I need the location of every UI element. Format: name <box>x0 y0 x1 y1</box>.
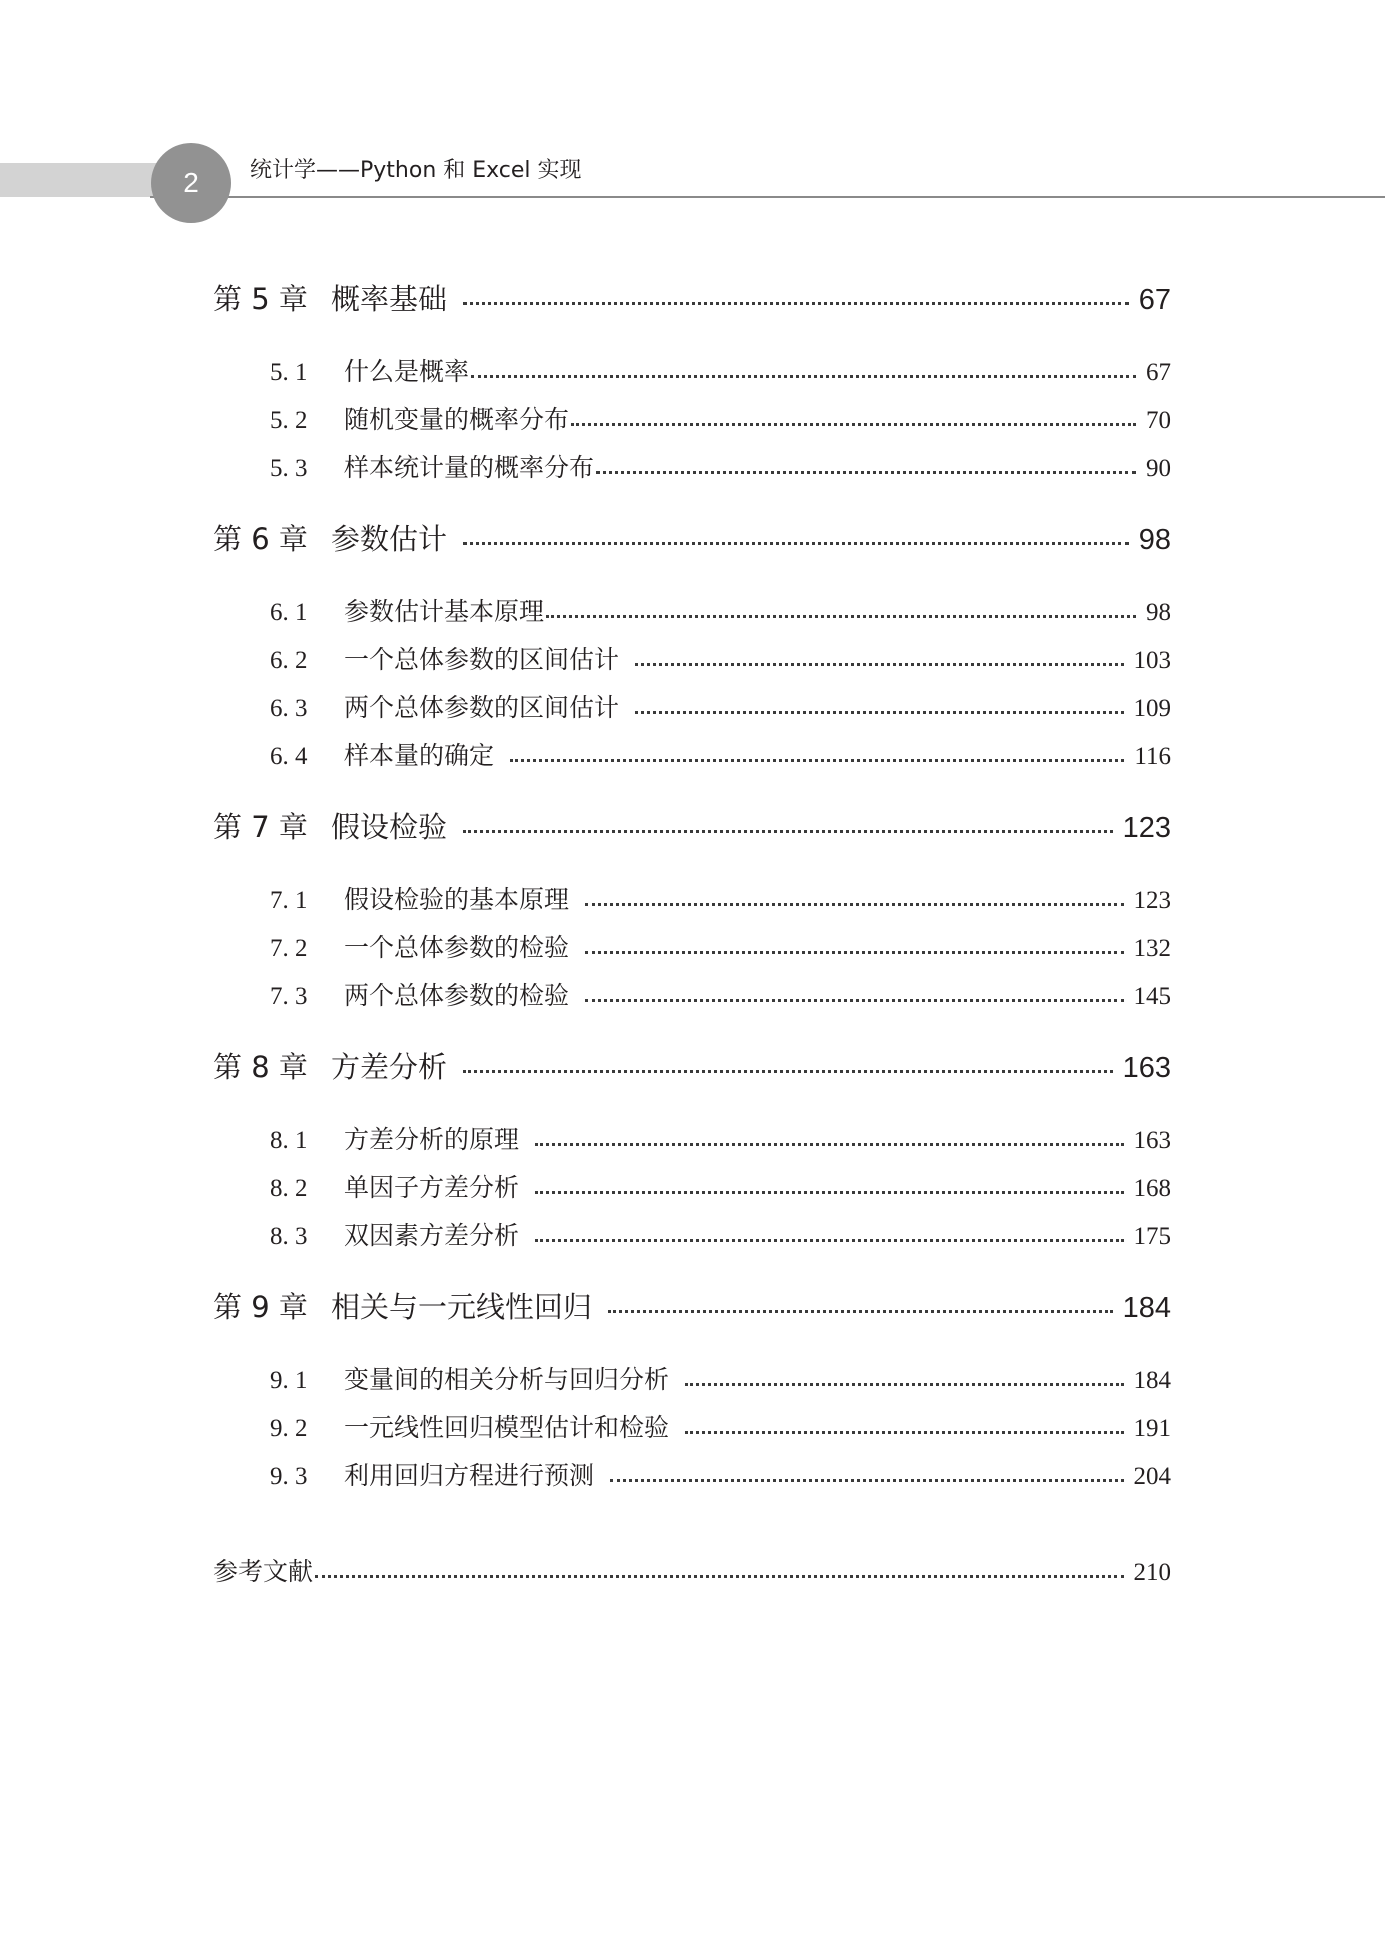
dot-leader <box>685 1430 1123 1434</box>
toc-section-6-2[interactable] <box>270 640 1171 676</box>
toc-section-6-4[interactable] <box>270 736 1171 772</box>
dot-leader <box>471 374 1136 378</box>
section-number: 6. 4 <box>270 743 308 770</box>
section-number: 7. 2 <box>270 935 308 962</box>
dot-leader <box>571 422 1136 426</box>
chapter-page: 184 <box>1122 1292 1171 1324</box>
section-number: 9. 3 <box>270 1463 308 1490</box>
dot-leader <box>585 998 1123 1002</box>
dot-leader <box>510 758 1124 762</box>
section-title: 随机变量的概率分布 <box>344 405 570 434</box>
toc-section-7-2[interactable] <box>270 928 1171 964</box>
section-page: 123 <box>1133 887 1171 914</box>
dot-leader <box>635 710 1123 714</box>
toc-section-7-1[interactable] <box>270 880 1171 916</box>
section-title: 变量间的相关分析与回归分析 <box>344 1365 670 1394</box>
toc-section-8-1[interactable] <box>270 1120 1171 1156</box>
toc-section-9-3[interactable] <box>270 1456 1171 1492</box>
section-page: 191 <box>1133 1415 1171 1442</box>
section-number: 7. 1 <box>270 887 308 914</box>
dot-leader <box>315 1574 1123 1578</box>
section-title: 样本量的确定 <box>344 741 495 770</box>
section-page: 90 <box>1146 455 1171 482</box>
toc-references[interactable] <box>213 1552 1171 1588</box>
page-number-badge: 2 <box>151 143 231 223</box>
chapter-title: 假设检验 <box>331 810 448 844</box>
toc-section-7-3[interactable] <box>270 976 1171 1012</box>
chapter-title: 方差分析 <box>331 1050 448 1084</box>
dot-leader <box>608 1309 1113 1313</box>
dot-leader <box>535 1238 1123 1242</box>
dot-leader <box>585 950 1123 954</box>
dot-leader <box>635 662 1123 666</box>
section-page: 132 <box>1133 935 1171 962</box>
chapter-label: 第 8 章 <box>213 1050 308 1084</box>
section-title: 什么是概率 <box>344 357 470 386</box>
section-number: 9. 1 <box>270 1367 308 1394</box>
section-number: 6. 1 <box>270 599 308 626</box>
section-page: 98 <box>1146 599 1171 626</box>
chapter-page: 98 <box>1138 524 1171 556</box>
section-number: 5. 3 <box>270 455 308 482</box>
toc-section-9-1[interactable] <box>270 1360 1171 1396</box>
section-title: 两个总体参数的检验 <box>344 981 570 1010</box>
dot-leader <box>535 1190 1123 1194</box>
toc-chapter-6[interactable] <box>213 517 1171 557</box>
dot-leader <box>463 1069 1113 1073</box>
chapter-label: 第 7 章 <box>213 810 308 844</box>
toc-section-6-3[interactable] <box>270 688 1171 724</box>
references-title: 参考文献 <box>213 1557 314 1586</box>
section-page: 103 <box>1133 647 1171 674</box>
dot-leader <box>463 301 1129 305</box>
chapter-label: 第 9 章 <box>213 1290 308 1324</box>
dot-leader <box>685 1382 1123 1386</box>
toc-section-6-1[interactable] <box>270 592 1171 628</box>
chapter-page: 123 <box>1122 812 1171 844</box>
section-page: 184 <box>1133 1367 1171 1394</box>
chapter-title: 参数估计 <box>331 522 448 556</box>
section-number: 8. 1 <box>270 1127 308 1154</box>
section-title: 利用回归方程进行预测 <box>344 1461 595 1490</box>
section-title: 双因素方差分析 <box>344 1221 520 1250</box>
toc-chapter-5[interactable] <box>213 277 1171 317</box>
section-number: 8. 2 <box>270 1175 308 1202</box>
dot-leader <box>585 902 1123 906</box>
toc-section-5-3[interactable] <box>270 448 1171 484</box>
dot-leader <box>463 829 1113 833</box>
section-number: 6. 3 <box>270 695 308 722</box>
section-number: 5. 2 <box>270 407 308 434</box>
section-number: 7. 3 <box>270 983 308 1010</box>
section-title: 假设检验的基本原理 <box>344 885 570 914</box>
dot-leader <box>596 470 1136 474</box>
chapter-label: 第 5 章 <box>213 282 308 316</box>
toc-section-8-2[interactable] <box>270 1168 1171 1204</box>
section-page: 175 <box>1133 1223 1171 1250</box>
dot-leader <box>535 1142 1123 1146</box>
section-title: 参数估计基本原理 <box>344 597 545 626</box>
section-number: 5. 1 <box>270 359 308 386</box>
chapter-title: 概率基础 <box>331 282 448 316</box>
chapter-page: 163 <box>1122 1052 1171 1084</box>
section-page: 163 <box>1133 1127 1171 1154</box>
section-page: 204 <box>1133 1463 1171 1490</box>
toc-section-5-2[interactable] <box>270 400 1171 436</box>
section-title: 两个总体参数的区间估计 <box>344 693 620 722</box>
section-title: 方差分析的原理 <box>344 1125 520 1154</box>
chapter-title: 相关与一元线性回归 <box>331 1290 593 1324</box>
section-number: 8. 3 <box>270 1223 308 1250</box>
dot-leader <box>546 614 1136 618</box>
dot-leader <box>463 541 1129 545</box>
section-page: 168 <box>1133 1175 1171 1202</box>
section-number: 9. 2 <box>270 1415 308 1442</box>
section-title: 单因子方差分析 <box>344 1173 520 1202</box>
section-page: 109 <box>1133 695 1171 722</box>
chapter-page: 67 <box>1138 284 1171 316</box>
section-page: 70 <box>1146 407 1171 434</box>
dot-leader <box>610 1478 1123 1482</box>
section-title: 一个总体参数的区间估计 <box>344 645 620 674</box>
toc-section-5-1[interactable] <box>270 352 1171 388</box>
toc-section-8-3[interactable] <box>270 1216 1171 1252</box>
running-title: 统计学——Python 和 Excel 实现 <box>250 158 582 183</box>
chapter-label: 第 6 章 <box>213 522 308 556</box>
section-page: 116 <box>1134 743 1171 770</box>
section-page: 145 <box>1133 983 1171 1010</box>
toc-section-9-2[interactable] <box>270 1408 1171 1444</box>
section-title: 样本统计量的概率分布 <box>344 453 595 482</box>
references-page: 210 <box>1133 1559 1171 1586</box>
toc-chapter-9[interactable] <box>213 1285 1171 1325</box>
section-page: 67 <box>1146 359 1171 386</box>
toc-chapter-8[interactable] <box>213 1045 1171 1085</box>
section-title: 一元线性回归模型估计和检验 <box>344 1413 670 1442</box>
section-number: 6. 2 <box>270 647 308 674</box>
section-title: 一个总体参数的检验 <box>344 933 570 962</box>
toc-chapter-7[interactable] <box>213 805 1171 845</box>
